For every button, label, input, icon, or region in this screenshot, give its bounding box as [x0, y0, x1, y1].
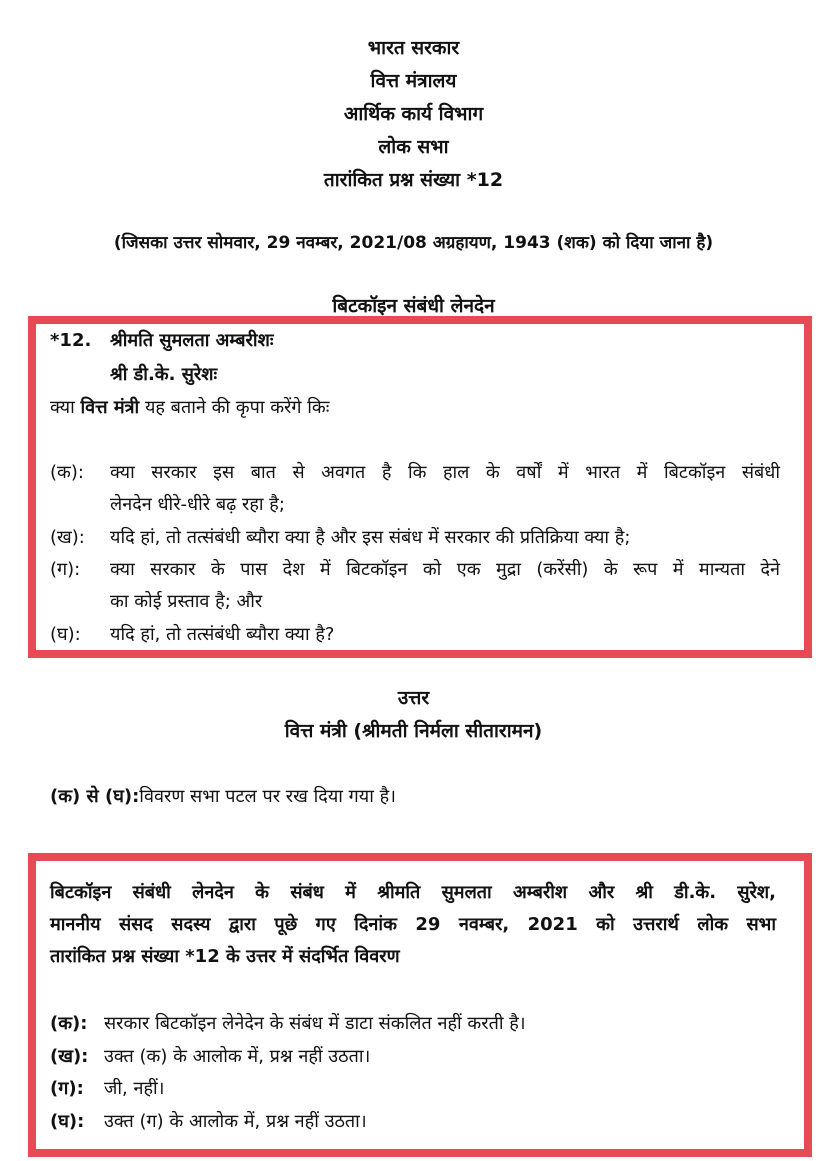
- statement-item-label: (क):: [50, 1013, 88, 1034]
- question-item-text: क्या सरकार के पास देश में बिटकॉइन को एक मुद्रा (करेंसी) के रूप में मान्यता देने: [110, 559, 780, 580]
- question-item-label: (ख):: [50, 527, 85, 548]
- statement-item-text: सरकार बिटकॉइन लेनेदेन के संबंध में डाटा संकलित नहीं करती है।: [104, 1013, 526, 1034]
- question-intro: [50, 396, 329, 420]
- question-intro-pre: क्या: [50, 397, 81, 418]
- statement-item-label: (ख):: [50, 1046, 89, 1067]
- question-member-2: श्री डी.के. सुरेशः: [110, 364, 218, 385]
- answer-line: [50, 785, 396, 809]
- statement-heading-line3: तारांकित प्रश्न संख्या *12 के उत्तर में संदर्भित विवरण: [50, 946, 400, 967]
- statement-item-label: (घ):: [50, 1111, 85, 1132]
- header-ministry-line2: वित्त मंत्रालय: [370, 70, 457, 92]
- question-member-1: श्रीमति सुमलता अम्बरीशः: [110, 330, 274, 351]
- question-item-label: (क):: [50, 462, 84, 483]
- answer-label: (क) से (घ):: [50, 786, 140, 807]
- answer-minister: वित्त मंत्री (श्रीमती निर्मला सीतारामन): [284, 720, 543, 742]
- header-ministry-line1: भारत सरकार: [367, 37, 460, 59]
- question-item-text: यदि हां, तो तत्संबंधी ब्यौरा क्या है?: [110, 624, 335, 645]
- subject-title: बिटकॉइन संबंधी लेनदेन: [332, 295, 495, 317]
- statement-item-text: उक्त (ग) के आलोक में, प्रश्न नहीं उठता।: [104, 1111, 367, 1132]
- statement-item-text: उक्त (क) के आलोक में, प्रश्न नहीं उठता।: [104, 1046, 371, 1067]
- question-number: *12.: [50, 330, 92, 351]
- question-item-text: क्या सरकार इस बात से अवगत है कि हाल के वर्षों में भारत में बिटकॉइन संबंधी: [110, 462, 780, 483]
- header-house: लोक सभा: [378, 136, 449, 158]
- question-item-label: (ग):: [50, 559, 81, 580]
- statement-heading-line2: माननीय संसद सदस्य द्वारा पूछे गए दिनांक 29 नवम्बर, 2021 को उत्तरार्थ लोक सभा: [50, 914, 776, 935]
- header-date-line: (जिसका उत्तर सोमवार, 29 नवम्बर, 2021/08 अग्रहायण, 1943 (शक) को दिया जाना है): [113, 233, 714, 253]
- question-item-text: यदि हां, तो तत्संबंधी ब्यौरा क्या है और इस संबंध में सरकार की प्रतिक्रिया क्या है;: [110, 527, 631, 548]
- question-item-text-cont: का कोई प्रस्ताव है; और: [110, 591, 263, 612]
- answer-text: विवरण सभा पटल पर रख दिया गया है।: [139, 786, 396, 807]
- header-department: आर्थिक कार्य विभाग: [343, 103, 484, 125]
- answer-heading: उत्तर: [397, 687, 430, 709]
- header-question-number: तारांकित प्रश्न संख्या *12: [323, 169, 504, 191]
- question-intro-post: यह बताने की कृपा करेंगे किः: [139, 397, 330, 418]
- statement-item-label: (ग):: [50, 1078, 84, 1099]
- question-intro-minister: वित्त मंत्री: [80, 397, 140, 418]
- question-item-label: (घ):: [50, 624, 81, 645]
- statement-heading-line1: बिटकॉइन संबंधी लेनदेन के संबंध में श्रीमति सुमलता अम्बरीश और श्री डी.के. सुरेश,: [50, 882, 776, 903]
- question-item-text-cont: लेनदेन धीरे-धीरे बढ़ रहा है;: [110, 494, 285, 515]
- statement-item-text: जी, नहीं।: [104, 1078, 165, 1099]
